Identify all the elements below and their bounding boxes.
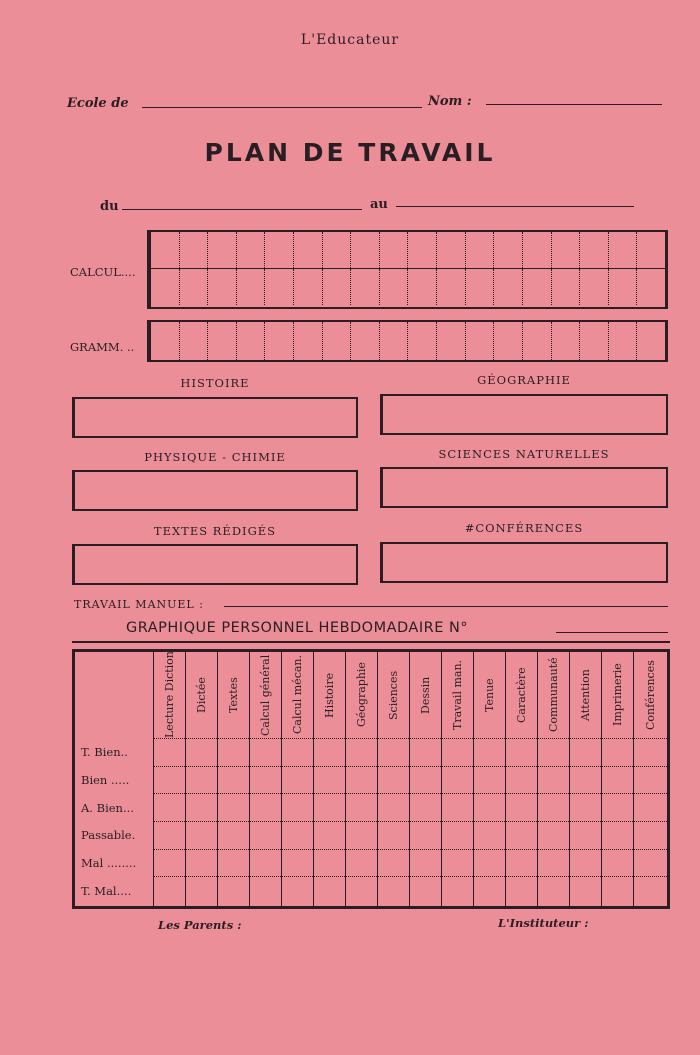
nom-label: Nom : [428, 94, 472, 109]
graph-cell[interactable] [570, 822, 602, 850]
graph-cell[interactable] [570, 794, 602, 822]
graph-cell[interactable] [634, 794, 669, 822]
travail-manuel-field[interactable] [224, 606, 668, 607]
conferences-box[interactable] [380, 542, 668, 583]
graph-cell[interactable] [154, 877, 186, 908]
graph-cell[interactable] [314, 877, 346, 908]
graph-cell[interactable] [634, 739, 669, 767]
graph-cell[interactable] [538, 822, 570, 850]
instituteur-signature-label: L'Instituteur : [498, 916, 589, 930]
graph-cell[interactable] [314, 766, 346, 794]
graph-cell[interactable] [154, 794, 186, 822]
page-title: PLAN DE TRAVAIL [204, 138, 496, 167]
ecole-label: Ecole de [67, 96, 129, 111]
graph-cell[interactable] [282, 739, 314, 767]
header-title: L'Educateur [300, 32, 400, 48]
graph-cell[interactable] [602, 849, 634, 877]
graph-cell[interactable] [378, 766, 410, 794]
graph-cell[interactable] [538, 766, 570, 794]
graph-cell[interactable] [186, 794, 218, 822]
calcul-label: CALCUL.... [70, 265, 136, 279]
textes-label: TEXTES RÉDIGÉS [153, 524, 277, 538]
graph-cell[interactable] [506, 822, 538, 850]
graph-cell[interactable] [346, 822, 378, 850]
row-label: A. Bien... [81, 800, 134, 815]
physique-label: PHYSIQUE - CHIMIE [144, 450, 286, 464]
calcul-grid[interactable] [147, 230, 668, 309]
graph-cell[interactable] [378, 849, 410, 877]
graph-cell[interactable] [506, 739, 538, 767]
graph-cell[interactable] [154, 849, 186, 877]
graph-cell[interactable] [634, 877, 669, 908]
graph-cell[interactable] [378, 877, 410, 908]
graph-cell[interactable] [314, 739, 346, 767]
graph-cell[interactable] [282, 794, 314, 822]
graph-cell[interactable] [602, 766, 634, 794]
graph-cell[interactable] [346, 739, 378, 767]
graph-cell[interactable] [314, 794, 346, 822]
graph-cell[interactable] [570, 766, 602, 794]
graph-cell[interactable] [570, 849, 602, 877]
graph-cell[interactable] [506, 794, 538, 822]
graph-cell[interactable] [250, 766, 282, 794]
graph-cell[interactable] [506, 877, 538, 908]
column-header: Histoire [314, 651, 346, 739]
row-label: Mal ........ [81, 856, 137, 871]
graph-cell[interactable] [538, 877, 570, 908]
graph-cell[interactable] [218, 877, 250, 908]
physique-box[interactable] [72, 470, 358, 511]
graph-row [74, 877, 669, 908]
row-label: Bien ..... [81, 773, 130, 787]
graph-cell[interactable] [474, 877, 506, 908]
graph-cell[interactable] [570, 877, 602, 908]
graph-cell[interactable] [186, 877, 218, 908]
graphique-rule [72, 641, 670, 643]
graph-cell[interactable] [602, 877, 634, 908]
corner-cell [74, 651, 154, 739]
graph-row [74, 766, 669, 794]
histoire-box[interactable] [72, 397, 358, 438]
au-field[interactable] [396, 206, 634, 207]
geographie-label: GÉOGRAPHIE [477, 373, 571, 387]
graph-cell[interactable] [410, 766, 442, 794]
graphique-title: GRAPHIQUE PERSONNEL HEBDOMADAIRE N° [126, 620, 469, 636]
graph-cell[interactable] [250, 794, 282, 822]
column-header: Dictée [186, 651, 218, 739]
graph-cell[interactable] [250, 739, 282, 767]
gramm-grid[interactable] [147, 320, 668, 362]
graph-cell[interactable] [410, 877, 442, 908]
graph-row [74, 822, 669, 850]
graph-cell[interactable] [218, 849, 250, 877]
graph-cell[interactable] [602, 822, 634, 850]
column-header: Tenue [474, 651, 506, 739]
graph-cell[interactable] [186, 849, 218, 877]
graph-cell[interactable] [442, 739, 474, 767]
column-header: Imprimerie [602, 651, 634, 739]
nom-field[interactable] [486, 104, 662, 105]
graph-cell[interactable] [154, 739, 186, 767]
travail-manuel-label: TRAVAIL MANUEL : [74, 598, 204, 611]
graph-cell[interactable] [378, 822, 410, 850]
graph-cell[interactable] [218, 794, 250, 822]
graph-cell[interactable] [186, 822, 218, 850]
graph-cell[interactable] [442, 766, 474, 794]
column-header: Attention [570, 651, 602, 739]
graph-cell[interactable] [506, 766, 538, 794]
graph-cell[interactable] [634, 766, 669, 794]
graph-row [74, 739, 669, 767]
graph-cell[interactable] [154, 766, 186, 794]
graph-cell[interactable] [410, 739, 442, 767]
graph-cell[interactable] [218, 739, 250, 767]
graph-cell[interactable] [410, 822, 442, 850]
graph-cell[interactable] [538, 849, 570, 877]
graph-cell[interactable] [218, 822, 250, 850]
graph-cell[interactable] [474, 766, 506, 794]
sciences-label: SCIENCES NATURELLES [438, 447, 610, 461]
du-label: du [100, 199, 119, 214]
graph-cell[interactable] [410, 794, 442, 822]
graph-cell[interactable] [282, 849, 314, 877]
graph-cell[interactable] [378, 739, 410, 767]
graph-row [74, 794, 669, 822]
textes-box[interactable] [72, 544, 358, 585]
graph-cell[interactable] [186, 739, 218, 767]
graph-cell[interactable] [634, 822, 669, 850]
ecole-field[interactable] [142, 107, 422, 108]
graph-cell[interactable] [602, 739, 634, 767]
parents-signature-label: Les Parents : [158, 918, 242, 932]
column-header: Calcul général [250, 651, 282, 739]
gramm-label: GRAMM. .. [70, 340, 135, 354]
graph-cell[interactable] [314, 849, 346, 877]
graph-cell[interactable] [346, 849, 378, 877]
graph-cell[interactable] [378, 794, 410, 822]
sciences-box[interactable] [380, 467, 668, 508]
column-header: Conférences [634, 651, 669, 739]
graph-cell[interactable] [218, 766, 250, 794]
graph-cell[interactable] [474, 794, 506, 822]
column-header: Sciences [378, 651, 410, 739]
graph-cell[interactable] [506, 849, 538, 877]
graph-cell[interactable] [442, 794, 474, 822]
column-header: Calcul mécan. [282, 651, 314, 739]
graph-cell[interactable] [282, 822, 314, 850]
graph-cell[interactable] [442, 822, 474, 850]
row-label: Passable. [81, 828, 136, 843]
graph-cell[interactable] [410, 849, 442, 877]
graph-row [74, 849, 669, 877]
graph-cell[interactable] [346, 877, 378, 908]
column-header: Géographie [346, 651, 378, 739]
graph-cell[interactable] [602, 794, 634, 822]
column-header: Caractère [506, 651, 538, 739]
graph-cell[interactable] [282, 766, 314, 794]
row-label: T. Bien.. [81, 745, 128, 760]
graph-cell[interactable] [154, 822, 186, 850]
graph-cell[interactable] [474, 822, 506, 850]
graph-cell[interactable] [282, 877, 314, 908]
graph-cell[interactable] [474, 739, 506, 767]
geographie-box[interactable] [380, 394, 668, 435]
weekly-graph-table [72, 649, 670, 909]
graph-cell[interactable] [314, 822, 346, 850]
graph-cell[interactable] [346, 766, 378, 794]
graph-cell[interactable] [250, 822, 282, 850]
graph-cell[interactable] [250, 877, 282, 908]
graph-cell[interactable] [442, 849, 474, 877]
column-header: Dessin [410, 651, 442, 739]
column-header: Travail man. [442, 651, 474, 739]
graph-cell[interactable] [634, 849, 669, 877]
graph-cell[interactable] [442, 877, 474, 908]
column-header: Communauté [538, 651, 570, 739]
column-header: Lecture Diction [154, 651, 186, 739]
graph-cell[interactable] [186, 766, 218, 794]
graph-cell[interactable] [538, 794, 570, 822]
row-label: T. Mal.... [81, 884, 132, 899]
graph-cell[interactable] [570, 739, 602, 767]
histoire-label: HISTOIRE [180, 376, 250, 390]
graph-cell[interactable] [474, 849, 506, 877]
graphique-number-field[interactable] [556, 632, 668, 633]
graph-cell[interactable] [250, 849, 282, 877]
du-field[interactable] [122, 209, 362, 210]
column-header: Textes [218, 651, 250, 739]
conferences-label: #CONFÉRENCES [464, 521, 584, 535]
graph-cell[interactable] [346, 794, 378, 822]
graph-cell[interactable] [538, 739, 570, 767]
au-label: au [370, 197, 388, 212]
